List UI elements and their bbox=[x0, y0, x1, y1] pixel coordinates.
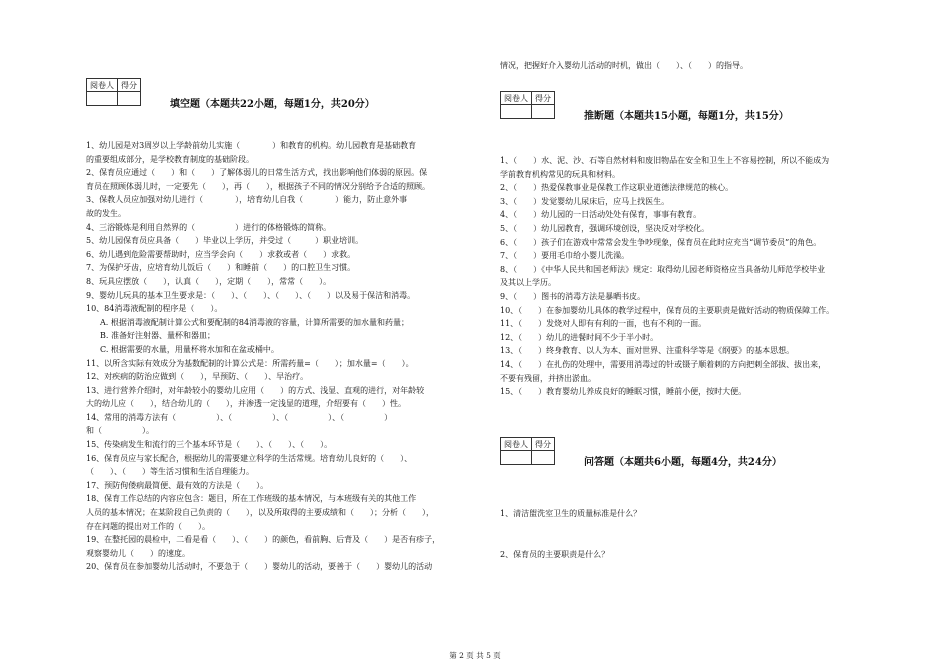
judge-line: 5、（ ）幼儿园教育，强调环境创设，坚决反对学校化。 bbox=[500, 223, 710, 233]
fill-line: 11、以所含实际有效成分为基数配制的计算公式是：所需药量=（ ）；加水量=（ ）。 bbox=[86, 358, 414, 368]
judge-line: 12、（ ）幼儿的进餐时间不少于半小时。 bbox=[500, 332, 659, 342]
fill-line: 人员的基本情况；在某阶段自己负责的（ ），以及所取得的主要成绩和（ ）；分析（ ）， bbox=[86, 508, 434, 518]
fill-line: A. 根据消毒液配制计算公式和要配制的84消毒液的容量，计算所需要的加水量和药量； bbox=[100, 317, 410, 327]
fill-line: 3、保教人员应加强对幼儿进行（ ），培育幼儿自我（ ）能力，防止意外事 bbox=[86, 195, 408, 205]
judge-line: 10、（ ）在参加婴幼儿具体的教学过程中，保育员的主要职责是做好活动的物质保障工作。 bbox=[500, 305, 835, 315]
grader-label: 阅卷人 bbox=[501, 438, 532, 451]
fill-line: 2、保育员应通过（ ）和（ ）了解体弱儿的日常生活方式，找出影响他们体弱的原因。保 bbox=[86, 168, 428, 178]
score-cell bbox=[118, 92, 141, 106]
score-label: 得分 bbox=[118, 79, 141, 92]
fill-line: 5、幼儿园保育员应具备（ ）毕业以上学历，并受过（ ）职业培训。 bbox=[86, 236, 364, 246]
fill-line: 大的幼儿应（ ），结合幼儿的（ ），并渗透一定浅显的道理，介绍要有（ ）性。 bbox=[86, 399, 406, 409]
grader-cell bbox=[87, 92, 118, 106]
judge-line: 4、（ ）幼儿园的一日活动处处有保育，事事有教育。 bbox=[500, 210, 702, 220]
score-cell bbox=[532, 451, 555, 465]
qa-section-title: 问答题（本题共6小题，每题4分，共24分） bbox=[584, 457, 782, 468]
judge-line: 学前教育机构常见的玩具和材料。 bbox=[500, 169, 620, 179]
score-table-fill bbox=[86, 78, 141, 106]
grader-cell bbox=[501, 105, 532, 119]
fill-line: B. 准备好注射器、量杯和器皿； bbox=[100, 331, 215, 341]
fill-line: 16、保育员应与家长配合，根据幼儿的需要建立科学的生活常规。培育幼儿良好的（ ）、 bbox=[86, 453, 413, 463]
fill-line: 17、预防佝偻病最简便、最有效的方法是（ ）。 bbox=[86, 480, 269, 490]
fill-line: 存在问题的提出对工作的（ ）。 bbox=[86, 521, 210, 531]
fill-line: 6、幼儿遇到危险需要帮助时，应当学会向（ ）求救或者（ ）求救。 bbox=[86, 249, 356, 259]
judge-line: 6、（ ）孩子们在游戏中常常会发生争吵现象，保育员在此时应充当“调节委员”的角色。 bbox=[500, 237, 822, 247]
judge-section-title: 推断题（本题共15小题，每题1分，共15分） bbox=[584, 111, 789, 122]
judge-line: 7、（ ）要用毛巾给小婴儿洗澡。 bbox=[500, 251, 630, 261]
grader-label: 阅卷人 bbox=[87, 79, 118, 92]
page-footer: 第 2 页 共 5 页 bbox=[449, 651, 501, 660]
fill-line: 18、保育工作总结的内容应包含：题目，所在工作班级的基本情况，与本班级有关的其他工作 bbox=[86, 494, 417, 504]
judge-line: 1、（ ）水、泥、沙、石等自然材料和废旧物品在安全和卫生上不容易控制，所以不能成为 bbox=[500, 156, 830, 165]
fill-line: 1、幼儿园是对3周岁以上学龄前幼儿实施（ ）和教育的机构。幼儿园教育是基础教育 bbox=[86, 141, 417, 150]
fill-line: 8、玩具应摆放（ ），认真（ ），定期（ ），常常（ ）。 bbox=[86, 276, 332, 286]
score-label: 得分 bbox=[532, 438, 555, 451]
score-cell bbox=[532, 105, 555, 119]
score-label: 得分 bbox=[532, 92, 555, 105]
fill-line: 故的发生。 bbox=[86, 208, 126, 218]
fill-line: 20、保育员在参加婴幼儿活动时，不要急于（ ）婴幼儿的活动，要善于（ ）婴幼儿的活动 bbox=[86, 562, 433, 572]
judge-line: 8、（ ）《中华人民共和国老师法》规定：取得幼儿园老师资格应当具备幼儿师范学校毕业 bbox=[500, 264, 826, 274]
judge-line: 不要有残留，并挤出淤血。 bbox=[500, 373, 596, 383]
judge-line: 13、（ ）终身教育、以人为本、面对世界、注重科学等是《纲要》的基本思想。 bbox=[500, 346, 795, 356]
fill-line: 12、对疾病的防治应做到（ ），早预防、（ ）、早治疗。 bbox=[86, 372, 309, 382]
fill-line: 15、传染病发生和流行的三个基本环节是（ ）、（ ）、（ ）。 bbox=[86, 440, 333, 450]
fill-questions bbox=[86, 139, 440, 574]
judge-line: 2、（ ）热爱保教事业是保教工作这职业道德法律规范的核心。 bbox=[500, 183, 734, 193]
qa-question-2: 2、保育员的主要职责是什么？ bbox=[500, 550, 610, 559]
fill-line: 7、为保护牙齿，应培育幼儿饭后（ ）和睡前（ ）的口腔卫生习惯。 bbox=[86, 263, 356, 273]
fill-line: 9、婴幼儿玩具的基本卫生要求是：（ ）、（ ）、（ ）、（ ）以及易于保洁和消毒。 bbox=[86, 290, 416, 300]
continuation-line: 情况，把握好介入婴幼儿活动的时机，做出（ ）、（ ）的指导。 bbox=[500, 61, 748, 70]
fill-line: 观察婴幼儿（ ）的速度。 bbox=[86, 548, 190, 558]
qa-question-1: 1、清洁盥洗室卫生的质量标准是什么？ bbox=[500, 509, 642, 518]
fill-line: 10、84消毒液配制的程序是（ ）。 bbox=[86, 304, 223, 314]
judge-line: 15、（ ）教育婴幼儿养成良好的睡眠习惯，睡前小便，按时大便。 bbox=[500, 387, 747, 397]
fill-line: 13、进行营养介绍时，对年龄较小的婴幼儿应用（ ）的方式、浅显、直观的进行，对年龄较 bbox=[86, 385, 425, 395]
fill-line: （ ）、（ ）等生活习惯和生活自理能力。 bbox=[86, 467, 254, 477]
grader-cell bbox=[501, 451, 532, 465]
judge-line: 3、（ ）发觉婴幼儿尿床后，应马上找医生。 bbox=[500, 196, 670, 206]
fill-line: 4、三浴锻炼是利用自然界的（ ）进行的体格锻炼的简称。 bbox=[86, 222, 332, 232]
score-table-judge bbox=[500, 91, 555, 119]
fill-line: C. 根据需要的水量，用量杯将水加和在盆或桶中。 bbox=[100, 344, 279, 354]
fill-section-title: 填空题（本题共22小题，每题1分，共20分） bbox=[170, 99, 375, 110]
fill-line: 的重要组成部分，是学校教育制度的基础阶段。 bbox=[86, 154, 254, 164]
judge-line: 14、（ ）在扎伤的处理中，需要用消毒过的针或镊子顺着刺的方向把刺全部拔、拔出来， bbox=[500, 359, 827, 369]
grader-label: 阅卷人 bbox=[501, 92, 532, 105]
fill-line: 和（ ）。 bbox=[86, 426, 154, 436]
judge-line: 9、（ ）图书的消毒方法是暴晒书皮。 bbox=[500, 291, 646, 301]
score-table-qa bbox=[500, 437, 555, 465]
fill-line: 14、常用的消毒方法有（ ）、（ ）、（ ）、（ ） bbox=[86, 412, 393, 422]
judge-questions bbox=[500, 154, 834, 399]
fill-line: 19、在整托园的晨检中，二看是看（ ）、（ ）的颜色，看前胸、后背及（ ）是否有疹子， bbox=[86, 535, 441, 545]
judge-line: 11、（ ）发烧对人即有有利的一面，也有不利的一面。 bbox=[500, 319, 707, 329]
judge-line: 及其以上学历。 bbox=[500, 278, 556, 288]
fill-line: 育员在照顾体弱儿时，一定要先（ ），再（ ），根据孩子不同的情况分别给予合适的照顾。 bbox=[86, 181, 430, 191]
